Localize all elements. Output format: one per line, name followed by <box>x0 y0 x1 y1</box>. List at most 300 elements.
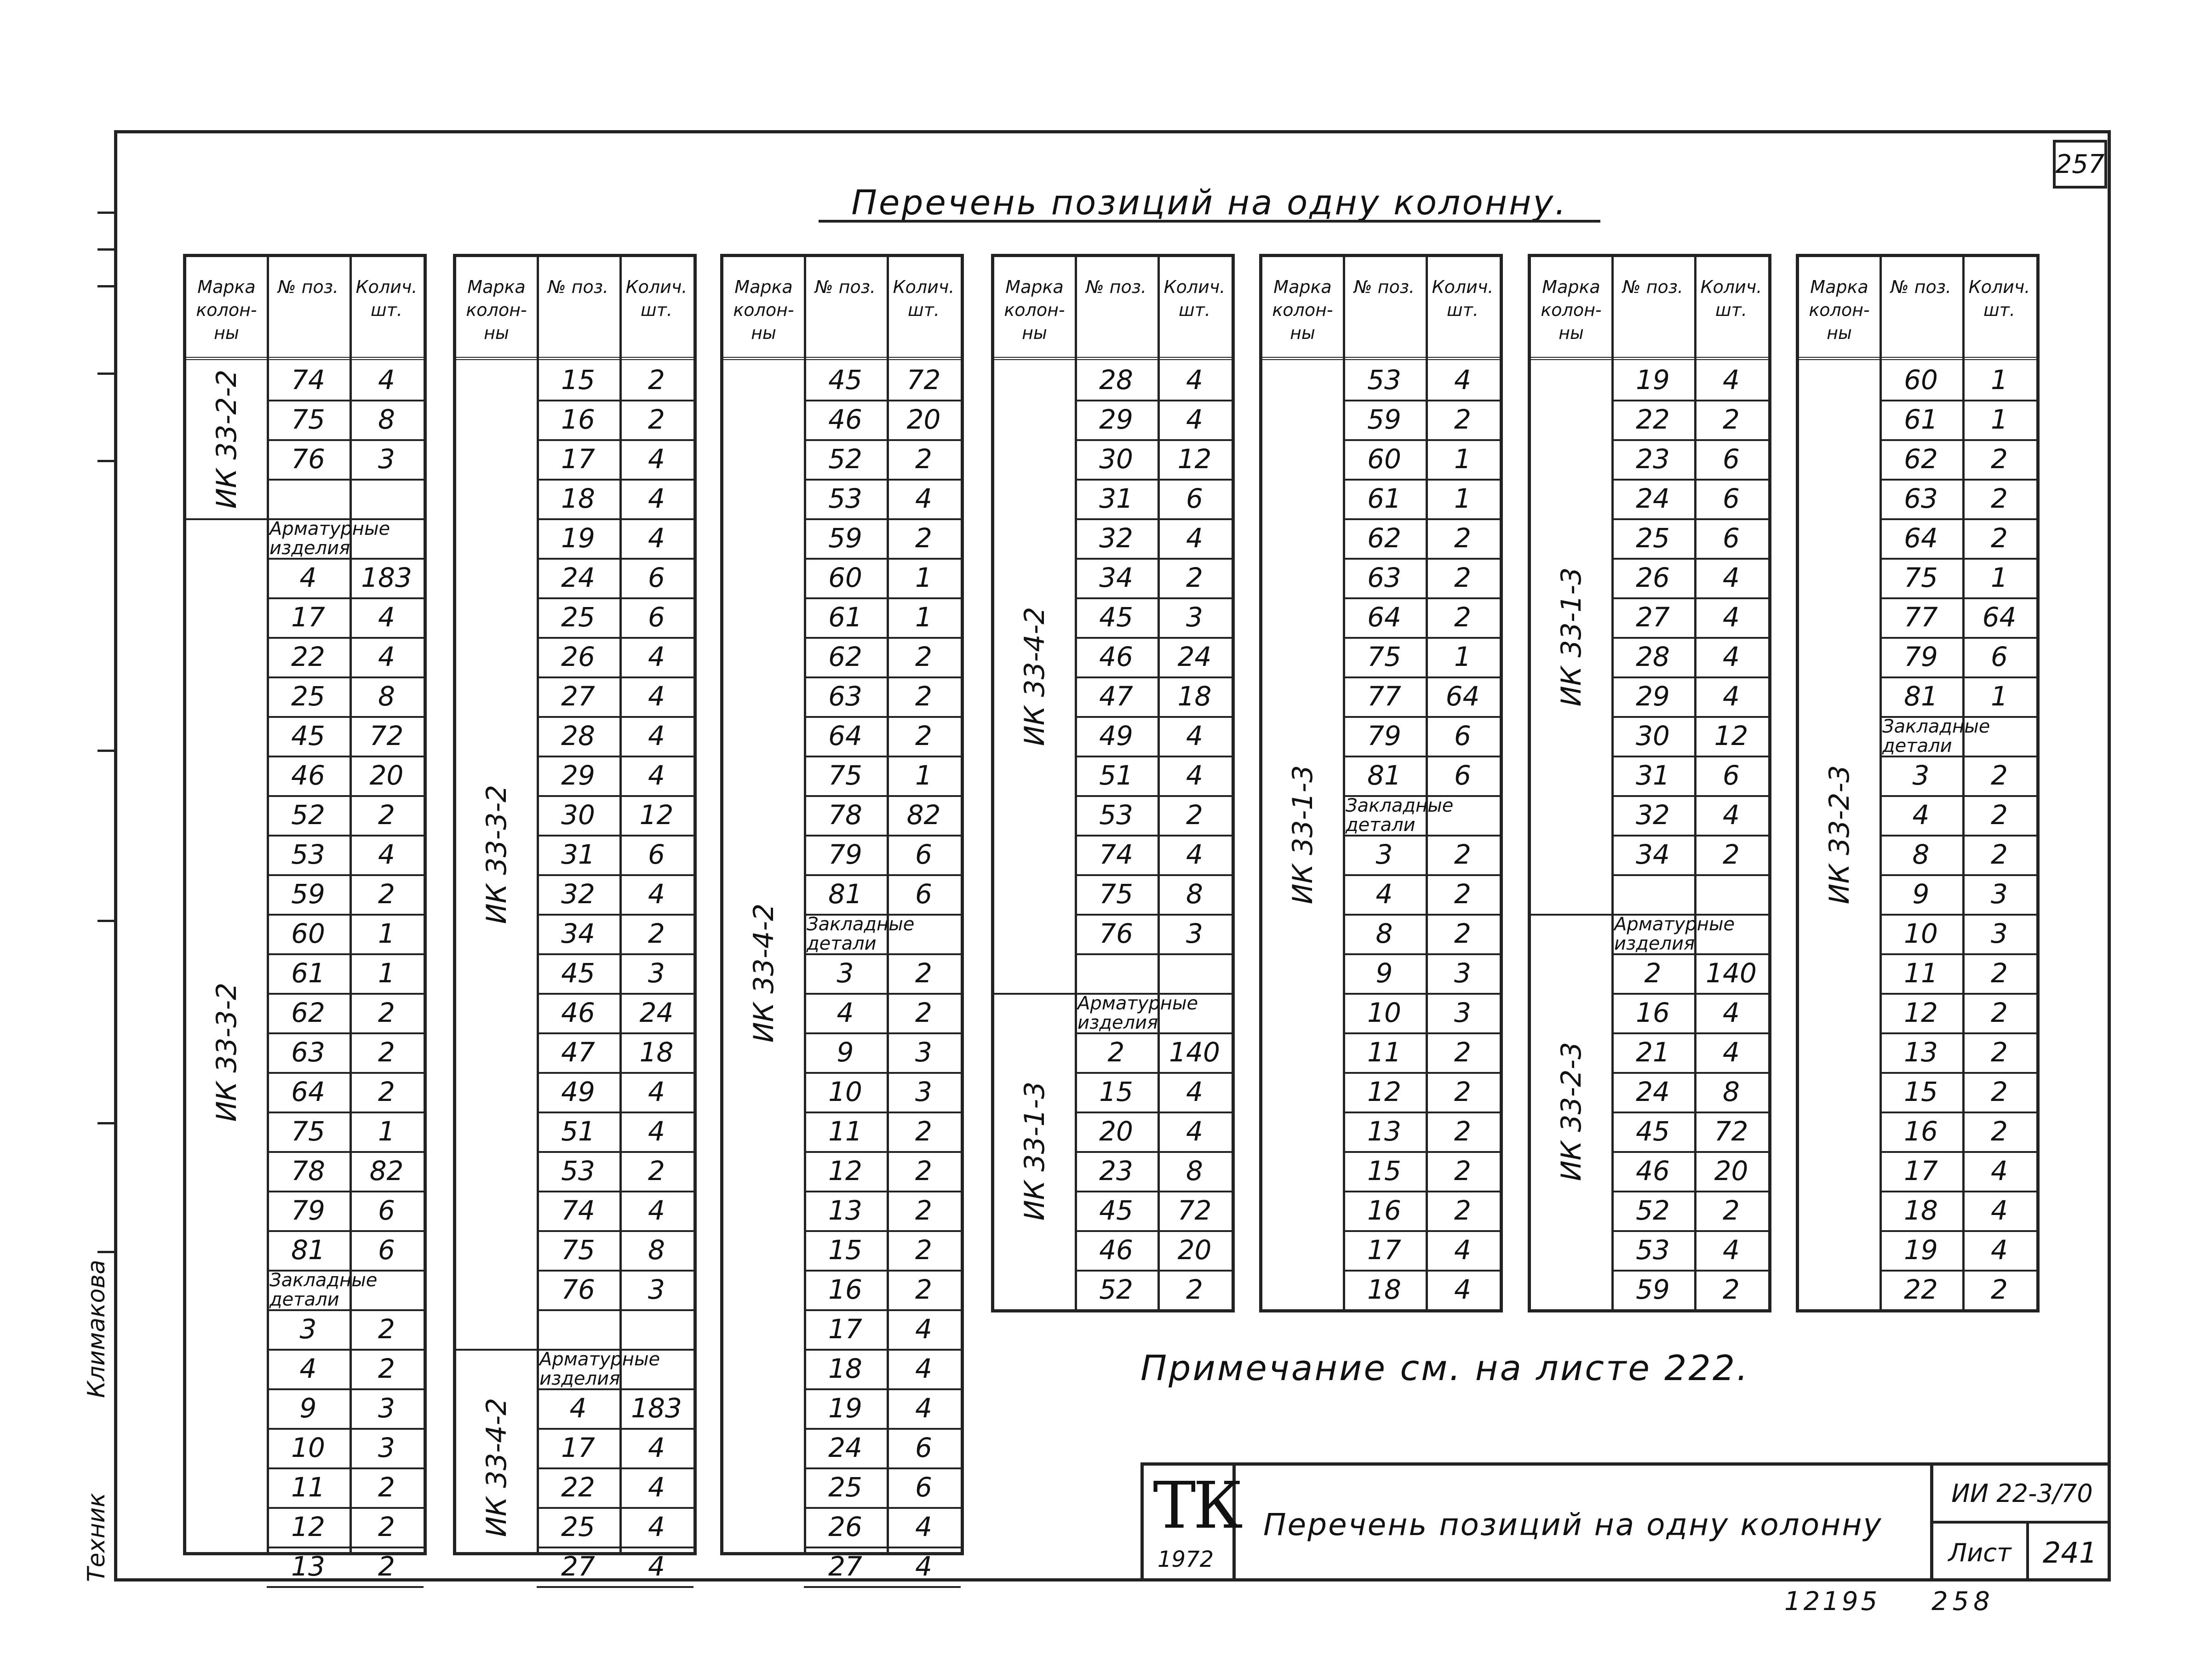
position-number: 51 <box>1099 760 1133 791</box>
position-number: 9 <box>1912 878 1930 910</box>
position-number: 63 <box>1367 562 1401 593</box>
quantity: 82 <box>906 799 941 831</box>
quantity: 2 <box>1454 1155 1471 1186</box>
quantity: 4 <box>648 878 665 910</box>
position-number: 75 <box>1099 878 1133 910</box>
position-number: 45 <box>1636 1116 1670 1147</box>
quantity: 2 <box>378 1037 395 1068</box>
quantity: 1 <box>378 918 395 949</box>
position-number: 46 <box>561 997 595 1028</box>
position-number: 2 <box>1107 1037 1125 1068</box>
sheet-label: Лист <box>1930 1524 2029 1582</box>
quantity: 20 <box>369 760 404 791</box>
position-number: 9 <box>299 1392 317 1424</box>
position-number: 28 <box>561 720 595 751</box>
quantity: 4 <box>1723 602 1740 633</box>
position-number: 10 <box>291 1432 325 1463</box>
position-number: 76 <box>561 1274 595 1305</box>
position-number: 18 <box>828 1353 862 1384</box>
quantity: 8 <box>1723 1076 1740 1107</box>
quantity: 2 <box>915 1155 932 1186</box>
position-number: 19 <box>828 1392 862 1424</box>
position-number: 45 <box>291 720 325 751</box>
position-number: 75 <box>291 1116 325 1147</box>
header-col2: № поз. <box>1891 277 1951 297</box>
positions-table <box>1528 254 1771 1312</box>
margin-role: Техник <box>83 1493 110 1582</box>
subsection-label: Закладные детали <box>1882 716 1990 756</box>
quantity: 72 <box>1714 1116 1748 1147</box>
position-number: 18 <box>1367 1274 1401 1305</box>
positions-table <box>1796 254 2040 1312</box>
position-number: 11 <box>1367 1037 1401 1068</box>
quantity: 24 <box>1177 641 1212 672</box>
position-number: 13 <box>1904 1037 1938 1068</box>
quantity: 6 <box>648 839 665 870</box>
position-number: 59 <box>1367 404 1401 435</box>
quantity: 6 <box>1723 443 1740 475</box>
quantity: 3 <box>648 957 665 989</box>
subsection-label: Арматурные изделия <box>539 1349 660 1389</box>
position-number: 17 <box>1367 1234 1401 1266</box>
row-rule <box>537 1586 693 1588</box>
position-number: 46 <box>828 404 862 435</box>
quantity: 4 <box>1186 839 1203 870</box>
quantity: 2 <box>1991 760 2008 791</box>
position-number: 60 <box>291 918 325 949</box>
position-number: 74 <box>1099 839 1133 870</box>
position-number: 27 <box>1636 602 1670 633</box>
subsection-label: Арматурные изделия <box>1077 993 1198 1033</box>
position-number: 10 <box>828 1076 862 1107</box>
note: Примечание см. на листе 222. <box>1140 1347 1750 1388</box>
position-number: 31 <box>1099 483 1133 514</box>
group-rule <box>1531 914 1611 916</box>
quantity: 2 <box>915 997 932 1028</box>
quantity: 4 <box>1186 760 1203 791</box>
position-number: 79 <box>1904 641 1938 672</box>
position-number: 46 <box>1099 641 1133 672</box>
position-number: 8 <box>1912 839 1930 870</box>
quantity: 4 <box>378 839 395 870</box>
header-col2: № поз. <box>548 277 608 297</box>
quantity <box>350 479 424 518</box>
header-col1: Марка колон-ны <box>1004 277 1065 343</box>
column-mark: ИК 33-3-2 <box>210 982 243 1122</box>
position-number: 45 <box>1099 602 1133 633</box>
position-number: 17 <box>828 1313 862 1345</box>
quantity <box>1158 953 1232 993</box>
position-number: 13 <box>1367 1116 1401 1147</box>
position-number: 19 <box>1904 1234 1938 1266</box>
position-number: 29 <box>1636 681 1670 712</box>
quantity: 4 <box>648 720 665 751</box>
quantity: 4 <box>915 1551 932 1582</box>
position-number: 26 <box>828 1511 862 1542</box>
quantity: 72 <box>369 720 404 751</box>
position-number: 27 <box>561 1551 595 1582</box>
quantity: 20 <box>1177 1234 1212 1266</box>
position-number: 22 <box>1904 1274 1938 1305</box>
quantity: 2 <box>378 1313 395 1345</box>
position-number: 19 <box>561 522 595 554</box>
quantity: 18 <box>1177 681 1212 712</box>
subsection-label: Арматурные изделия <box>269 518 390 559</box>
quantity: 1 <box>915 562 932 593</box>
quantity: 2 <box>1991 839 2008 870</box>
quantity: 3 <box>915 1076 932 1107</box>
quantity: 3 <box>378 1432 395 1463</box>
quantity: 6 <box>1723 522 1740 554</box>
quantity: 4 <box>1723 799 1740 831</box>
position-number: 15 <box>561 364 595 395</box>
quantity: 2 <box>378 878 395 910</box>
position-number: 59 <box>828 522 862 554</box>
quantity: 4 <box>648 522 665 554</box>
quantity: 2 <box>378 1472 395 1503</box>
position-number: 45 <box>561 957 595 989</box>
quantity: 4 <box>378 641 395 672</box>
position-number: 27 <box>828 1551 862 1582</box>
position-number: 62 <box>1904 443 1938 475</box>
position-number: 46 <box>1099 1234 1133 1266</box>
position-number: 4 <box>837 997 854 1028</box>
position-number: 62 <box>1367 522 1401 554</box>
position-number: 16 <box>828 1274 862 1305</box>
group-rule <box>456 1349 537 1351</box>
quantity: 1 <box>1991 364 2008 395</box>
quantity: 4 <box>648 1116 665 1147</box>
quantity: 2 <box>378 1076 395 1107</box>
quantity: 2 <box>378 1551 395 1582</box>
column-mark: ИК 33-1-3 <box>1555 567 1587 707</box>
logo-letters: ТК <box>1153 1468 1240 1543</box>
position-number: 17 <box>291 602 325 633</box>
quantity: 2 <box>378 997 395 1028</box>
position-number: 59 <box>1636 1274 1670 1305</box>
quantity: 4 <box>1186 522 1203 554</box>
quantity: 2 <box>378 1511 395 1542</box>
quantity: 4 <box>1991 1155 2008 1186</box>
quantity: 2 <box>1454 404 1471 435</box>
title-block-title: Перечень позиций на одну колонну <box>1263 1507 1883 1542</box>
quantity: 2 <box>915 641 932 672</box>
quantity: 4 <box>648 1551 665 1582</box>
quantity: 2 <box>1991 483 2008 514</box>
quantity: 2 <box>648 364 665 395</box>
position-number: 45 <box>1099 1195 1133 1226</box>
logo-year: 1972 <box>1158 1547 1214 1572</box>
position-number: 51 <box>561 1116 595 1147</box>
quantity: 2 <box>915 957 932 989</box>
quantity: 183 <box>631 1392 682 1424</box>
position-number: 34 <box>1636 839 1670 870</box>
header-col3: Колич. шт. <box>1968 277 2030 320</box>
subsection-label: Закладные детали <box>1346 795 1454 836</box>
quantity: 1 <box>378 1116 395 1147</box>
row-rule <box>267 1586 424 1588</box>
quantity: 4 <box>1186 364 1203 395</box>
position-number: 52 <box>1099 1274 1133 1305</box>
quantity: 3 <box>378 443 395 475</box>
position-number: 61 <box>1904 404 1938 435</box>
position-number: 18 <box>1904 1195 1938 1226</box>
header-col2: № поз. <box>1354 277 1415 297</box>
quantity: 2 <box>915 681 932 712</box>
quantity: 4 <box>1723 364 1740 395</box>
position-number: 46 <box>291 760 325 791</box>
position-number: 3 <box>1912 760 1930 791</box>
position-number: 26 <box>561 641 595 672</box>
quantity: 2 <box>1991 522 2008 554</box>
quantity: 2 <box>915 1116 932 1147</box>
row-rule <box>1611 1309 1768 1311</box>
table-header <box>1799 257 2036 360</box>
position-number: 13 <box>828 1195 862 1226</box>
position-number: 25 <box>828 1472 862 1503</box>
position-number: 60 <box>828 562 862 593</box>
position-number: 13 <box>291 1551 325 1582</box>
position-number: 24 <box>1636 1076 1670 1107</box>
position-number: 4 <box>1912 799 1930 831</box>
quantity: 2 <box>1723 839 1740 870</box>
quantity: 1 <box>915 602 932 633</box>
quantity <box>1694 874 1768 914</box>
quantity: 2 <box>648 918 665 949</box>
quantity: 6 <box>915 839 932 870</box>
header-col2: № поз. <box>278 277 338 297</box>
position-number: 64 <box>828 720 862 751</box>
header-col1: Марка колон-ны <box>1272 277 1333 343</box>
quantity: 2 <box>1454 1076 1471 1107</box>
position-number: 53 <box>828 483 862 514</box>
position-number: 17 <box>561 1432 595 1463</box>
quantity: 140 <box>1169 1037 1220 1068</box>
column-mark: ИК 33-2-3 <box>1823 765 1856 905</box>
quantity: 2 <box>1454 1037 1471 1068</box>
quantity: 4 <box>1723 562 1740 593</box>
position-number: 77 <box>1904 602 1938 633</box>
position-number: 20 <box>1099 1116 1133 1147</box>
subsection-label: Закладные детали <box>269 1270 378 1310</box>
quantity: 2 <box>1723 1274 1740 1305</box>
quantity: 4 <box>378 364 395 395</box>
quantity: 4 <box>1454 1234 1471 1266</box>
header-col3: Колич. шт. <box>355 277 418 320</box>
title-block <box>1140 1462 2111 1582</box>
positions-table <box>991 254 1235 1312</box>
quantity: 2 <box>1991 1037 2008 1068</box>
quantity: 2 <box>915 1274 932 1305</box>
quantity: 6 <box>1454 760 1471 791</box>
position-number: 11 <box>291 1472 325 1503</box>
quantity: 2 <box>1991 1116 2008 1147</box>
sheet-number: 241 <box>2042 1536 2097 1570</box>
quantity: 6 <box>915 1432 932 1463</box>
position-number: 76 <box>1099 918 1133 949</box>
position-number: 60 <box>1904 364 1938 395</box>
table-header <box>1262 257 1500 360</box>
position-number: 10 <box>1367 997 1401 1028</box>
quantity: 6 <box>648 562 665 593</box>
quantity: 2 <box>1991 799 2008 831</box>
table-header <box>186 257 424 360</box>
header-col3: Колич. шт. <box>1700 277 1762 320</box>
row-rule <box>1075 1309 1232 1311</box>
table-header <box>723 257 961 360</box>
quantity: 64 <box>1445 681 1480 712</box>
quantity: 4 <box>1723 1234 1740 1266</box>
position-number: 49 <box>561 1076 595 1107</box>
quantity: 4 <box>378 602 395 633</box>
position-number: 15 <box>828 1234 862 1266</box>
quantity: 6 <box>378 1234 395 1266</box>
quantity: 2 <box>1454 1116 1471 1147</box>
position-number: 28 <box>1099 364 1133 395</box>
quantity: 3 <box>1186 602 1203 633</box>
position-number: 11 <box>828 1116 862 1147</box>
position-number: 79 <box>291 1195 325 1226</box>
position-number: 53 <box>561 1155 595 1186</box>
quantity: 4 <box>1723 641 1740 672</box>
positions-table <box>453 254 697 1582</box>
position-number: 47 <box>1099 681 1133 712</box>
position-number: 53 <box>291 839 325 870</box>
position-number: 27 <box>561 681 595 712</box>
quantity: 6 <box>915 1472 932 1503</box>
position-number: 32 <box>1099 522 1133 554</box>
quantity: 24 <box>639 997 674 1028</box>
position-number: 11 <box>1904 957 1938 989</box>
position-number: 75 <box>828 760 862 791</box>
position-number: 63 <box>291 1037 325 1068</box>
quantity: 8 <box>1186 878 1203 910</box>
position-number: 15 <box>1367 1155 1401 1186</box>
quantity: 2 <box>648 1155 665 1186</box>
position-number: 4 <box>569 1392 587 1424</box>
quantity: 4 <box>1454 1274 1471 1305</box>
header-col3: Колич. шт. <box>893 277 955 320</box>
column-mark: ИК 33-2-3 <box>1555 1042 1587 1181</box>
position-number: 16 <box>1367 1195 1401 1226</box>
position-number: 34 <box>1099 562 1133 593</box>
quantity: 183 <box>361 562 412 593</box>
quantity: 3 <box>1991 878 2008 910</box>
position-number: 32 <box>561 878 595 910</box>
quantity: 2 <box>1991 957 2008 989</box>
position-number: 4 <box>299 1353 317 1384</box>
position-number: 76 <box>291 443 325 475</box>
position-number: 29 <box>561 760 595 791</box>
quantity: 8 <box>378 404 395 435</box>
table-header <box>1531 257 1768 360</box>
position-number: 26 <box>1636 562 1670 593</box>
quantity: 4 <box>648 1195 665 1226</box>
quantity: 2 <box>915 443 932 475</box>
positions-table <box>1259 254 1503 1312</box>
position-number: 79 <box>828 839 862 870</box>
quantity: 2 <box>648 404 665 435</box>
quantity: 2 <box>1454 878 1471 910</box>
position-number: 12 <box>1367 1076 1401 1107</box>
quantity: 1 <box>378 957 395 989</box>
quantity: 20 <box>1714 1155 1748 1186</box>
column-mark: ИК 33-1-3 <box>1018 1081 1051 1221</box>
position-number: 75 <box>1367 641 1401 672</box>
position-number: 81 <box>828 878 862 910</box>
header-col3: Колич. шт. <box>625 277 688 320</box>
position-number: 2 <box>1644 957 1662 989</box>
column-mark: ИК 33-4-2 <box>1018 607 1051 746</box>
quantity: 82 <box>369 1155 404 1186</box>
header-col3: Колич. шт. <box>1163 277 1226 320</box>
position-number: 10 <box>1904 918 1938 949</box>
quantity: 4 <box>915 1353 932 1384</box>
position-number: 32 <box>1636 799 1670 831</box>
margin-name: Климакова <box>83 1260 110 1398</box>
quantity: 6 <box>1454 720 1471 751</box>
position-number: 24 <box>828 1432 862 1463</box>
quantity: 2 <box>915 1195 932 1226</box>
positions-table <box>183 254 427 1582</box>
quantity: 20 <box>906 404 941 435</box>
quantity: 4 <box>648 443 665 475</box>
table-header <box>456 257 693 360</box>
header-col1: Марка колон-ны <box>1809 277 1870 343</box>
quantity: 72 <box>906 364 941 395</box>
position-number: 16 <box>1636 997 1670 1028</box>
position-number: 64 <box>291 1076 325 1107</box>
position-number: 15 <box>1099 1076 1133 1107</box>
position-number: 31 <box>561 839 595 870</box>
quantity: 18 <box>639 1037 674 1068</box>
quantity: 72 <box>1177 1195 1212 1226</box>
quantity: 4 <box>648 1432 665 1463</box>
quantity: 12 <box>1714 720 1748 751</box>
column-mark: ИК 33-2-2 <box>210 369 243 509</box>
quantity: 4 <box>648 1511 665 1542</box>
quantity: 4 <box>915 1511 932 1542</box>
quantity: 1 <box>1454 641 1471 672</box>
quantity: 4 <box>648 641 665 672</box>
quantity: 1 <box>915 760 932 791</box>
position-number: 63 <box>1904 483 1938 514</box>
quantity: 2 <box>1991 1076 2008 1107</box>
header-col1: Марка колон-ны <box>196 277 257 343</box>
position-number: 9 <box>837 1037 854 1068</box>
position-number: 3 <box>299 1313 317 1345</box>
quantity: 2 <box>915 522 932 554</box>
quantity: 4 <box>1991 1234 2008 1266</box>
quantity: 2 <box>1991 443 2008 475</box>
position-number: 25 <box>561 602 595 633</box>
quantity: 4 <box>648 483 665 514</box>
positions-table <box>720 254 964 1582</box>
position-number: 9 <box>1375 957 1393 989</box>
position-number: 62 <box>291 997 325 1028</box>
quantity: 2 <box>378 1353 395 1384</box>
quantity: 2 <box>915 720 932 751</box>
position-number: 52 <box>1636 1195 1670 1226</box>
quantity: 6 <box>1186 483 1203 514</box>
quantity: 4 <box>648 760 665 791</box>
position-number: 64 <box>1904 522 1938 554</box>
quantity: 3 <box>915 1037 932 1068</box>
position-number: 61 <box>1367 483 1401 514</box>
left-margin-signatures <box>83 1094 115 1582</box>
position-number: 30 <box>561 799 595 831</box>
quantity: 3 <box>378 1392 395 1424</box>
